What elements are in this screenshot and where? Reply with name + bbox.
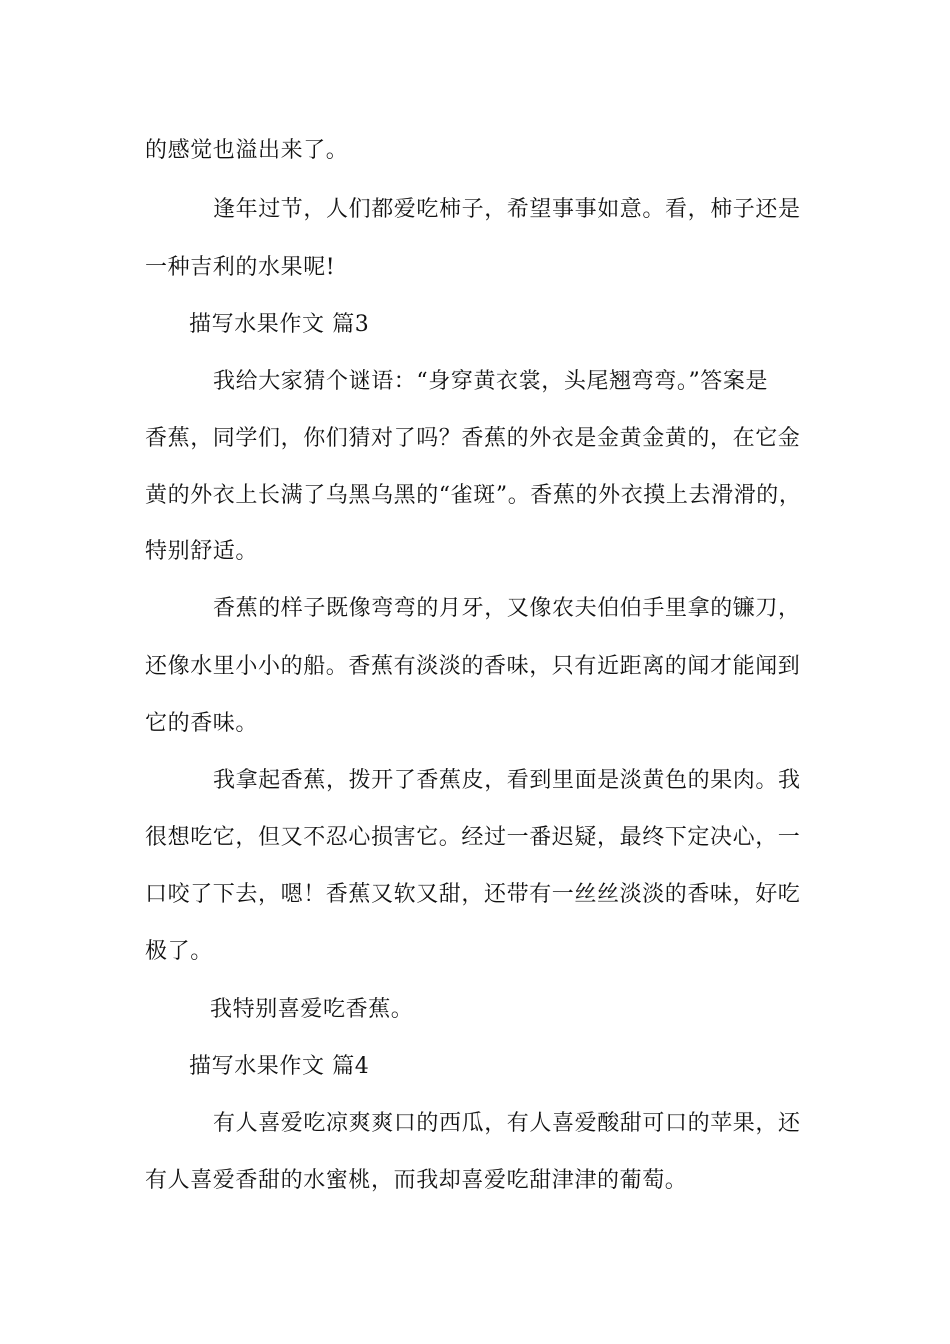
paragraph-line: 还像水里小小的船。香蕉有淡淡的香味，只有近距离的闻才能闻到 <box>145 654 801 679</box>
paragraph-line: 的感觉也溢出来了。 <box>145 138 349 163</box>
paragraph-line: 有人喜爱香甜的水蜜桃，而我却喜爱吃甜津津的葡萄。 <box>145 1168 688 1193</box>
paragraph-line: 香蕉，同学们，你们猜对了吗？香蕉的外衣是金黄金黄的，在它金 <box>145 426 801 451</box>
paragraph-line: 极了。 <box>145 939 213 964</box>
paragraph-line: 一种吉利的水果呢! <box>145 255 336 280</box>
paragraph-line: 口咬了下去，嗯！香蕉又软又甜，还带有一丝丝淡淡的香味，好吃 <box>145 882 801 907</box>
section-heading: 描写水果作文 篇3 <box>189 312 370 337</box>
paragraph-line: 我给大家猜个谜语：“身穿黄衣裳，头尾翘弯弯。”答案是 <box>213 369 769 394</box>
paragraph-line: 它的香味。 <box>145 711 259 736</box>
section-heading: 描写水果作文 篇4 <box>189 1054 370 1079</box>
paragraph-line: 有人喜爱吃凉爽爽口的西瓜，有人喜爱酸甜可口的苹果，还 <box>213 1111 801 1136</box>
paragraph-line: 很想吃它，但又不忍心损害它。经过一番迟疑，最终下定决心，一 <box>145 825 801 850</box>
paragraph-line: 特别舒适。 <box>145 539 259 564</box>
paragraph-line: 我特别喜爱吃香蕉。 <box>210 997 414 1022</box>
paragraph-line: 我拿起香蕉，拨开了香蕉皮，看到里面是淡黄色的果肉。我 <box>213 768 801 793</box>
paragraph-line: 香蕉的样子既像弯弯的月牙，又像农夫伯伯手里拿的镰刀， <box>213 596 801 621</box>
paragraph-line: 黄的外衣上长满了乌黑乌黑的“雀斑”。香蕉的外衣摸上去滑滑的， <box>145 483 802 508</box>
paragraph-line: 逢年过节，人们都爱吃柿子，希望事事如意。看，柿子还是 <box>213 197 801 222</box>
